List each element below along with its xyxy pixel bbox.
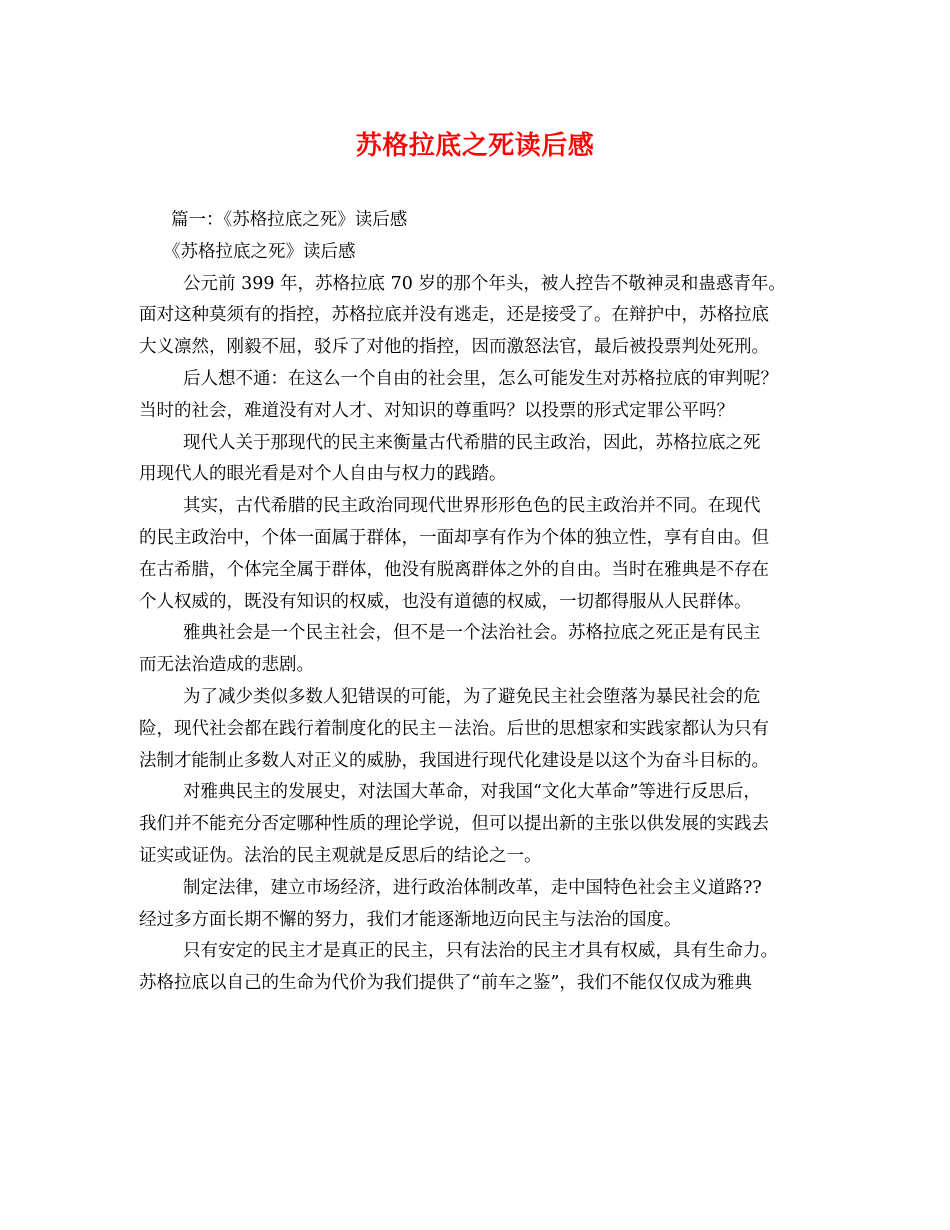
paragraph-line: 而无法治造成的悲剧。: [139, 655, 314, 676]
article-subtitle: 《苏格拉底之死》读后感: [163, 241, 356, 262]
document-body: [139, 205, 829, 1000]
document-title: 苏格拉底之死读后感: [355, 131, 595, 161]
paragraph-line: 法制才能制止多数人对正义的威胁，我国进行现代化建设是以这个为奋斗目标的。: [139, 750, 769, 771]
paragraph-line: 个人权威的，既没有知识的权威，也没有道德的权威，一切都得服从人民群体。: [139, 591, 752, 612]
paragraph-line: 只有安定的民主才是真正的民主，只有法治的民主才具有权威，具有生命力。: [183, 941, 778, 962]
paragraph-line: 雅典社会是一个民主社会，但不是一个法治社会。苏格拉底之死正是有民主: [183, 623, 761, 644]
paragraph-line: 对雅典民主的发展史，对法国大革命，对我国“文化大革命”等进行反思后，: [183, 782, 761, 803]
paragraph-line: 其实，古代希腊的民主政治同现代世界形形色色的民主政治并不同。在现代: [183, 496, 761, 517]
paragraph-line: 用现代人的眼光看是对个人自由与权力的践踏。: [139, 464, 507, 485]
paragraph-line: 我们并不能充分否定哪种性质的理论学说，但可以提出新的主张以供发展的实践去: [139, 814, 769, 835]
paragraph-line: 面对这种莫须有的指控，苏格拉底并没有逃走，还是接受了。在辩护中，苏格拉底: [139, 305, 769, 326]
paragraph-line: 经过多方面长期不懈的努力，我们才能逐渐地迈向民主与法治的国度。: [139, 909, 682, 930]
paragraph-line: 的民主政治中，个体一面属于群体，一面却享有作为个体的独立性，享有自由。但: [139, 527, 769, 548]
paragraph-line: 公元前 399 年，苏格拉底 70 岁的那个年头，被人控告不敬神灵和蛊惑青年。: [183, 273, 786, 294]
paragraph-line: 为了减少类似多数人犯错误的可能，为了避免民主社会堕落为暴民社会的危: [183, 686, 761, 707]
paragraph-line: 当时的社会，难道没有对人才、对知识的尊重吗？以投票的形式定罪公平吗？: [139, 400, 734, 421]
paragraph-line: 证实或证伪。法治的民主观就是反思后的结论之一。: [139, 845, 542, 866]
paragraph-line: 在古希腊，个体完全属于群体，他没有脱离群体之外的自由。当时在雅典是不存在: [139, 559, 769, 580]
paragraph-line: 制定法律，建立市场经济，进行政治体制改革，走中国特色社会主义道路??: [183, 877, 762, 898]
paragraph-line: 大义凛然，刚毅不屈，驳斥了对他的指控，因而激怒法官，最后被投票判处死刑。: [139, 337, 769, 358]
paragraph-line: 后人想不通：在这么一个自由的社会里，怎么可能发生对苏格拉底的审判呢？: [183, 368, 778, 389]
paragraph-line: 现代人关于那现代的民主来衡量古代希腊的民主政治，因此，苏格拉底之死: [183, 432, 761, 453]
paragraph-line: 险，现代社会都在践行着制度化的民主－法治。后世的思想家和实践家都认为只有: [139, 718, 769, 739]
paragraph-line: 苏格拉底以自己的生命为代价为我们提供了“前车之鉴”，我们不能仅仅成为雅典: [139, 973, 752, 994]
section-heading: 篇一：《苏格拉底之死》读后感: [171, 210, 408, 230]
